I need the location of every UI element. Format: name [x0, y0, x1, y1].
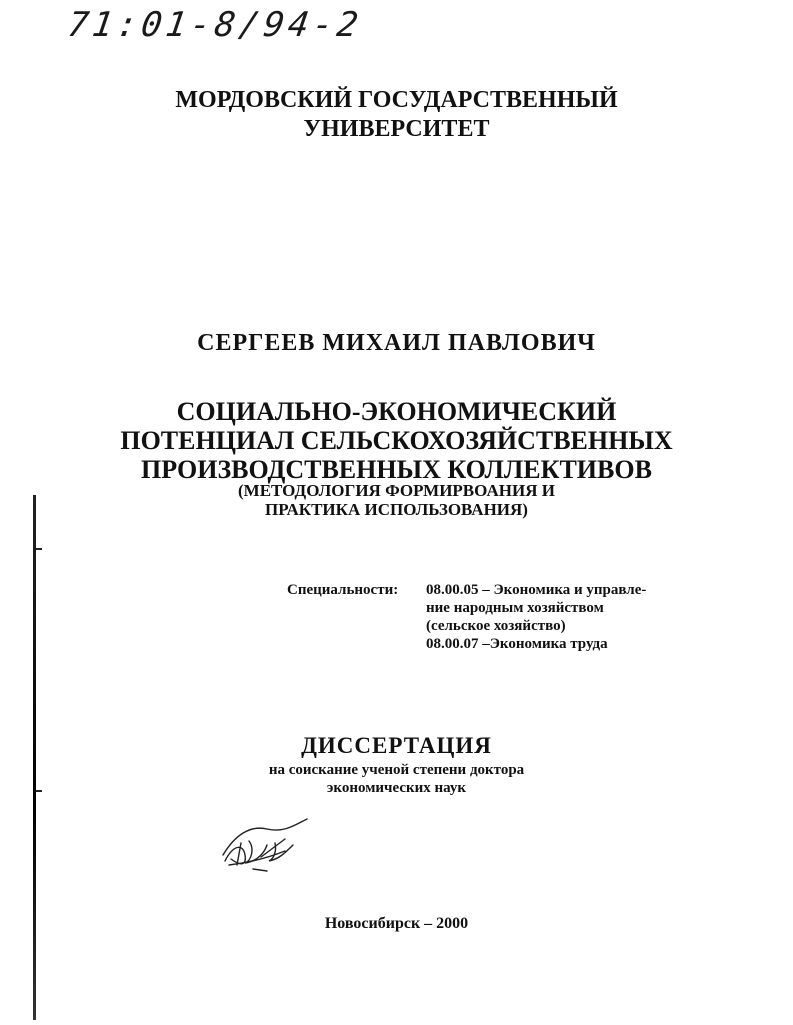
- document-type: ДИССЕРТАЦИЯ: [301, 733, 492, 758]
- degree-line-1: на соискание ученой степени доктора: [268, 762, 525, 778]
- degree-sought: [0, 761, 793, 797]
- subtitle-line-2: ПРАКТИКА ИСПОЛЬЗОВАНИЯ): [265, 500, 528, 519]
- specialty-line: ние народным хозяйством: [426, 600, 604, 616]
- university-name: [0, 86, 793, 144]
- topic-line-2: ПОТЕНЦИАЛ СЕЛЬСКОХОЗЯЙСТВЕННЫХ: [120, 426, 673, 455]
- handwritten-signature: [215, 815, 315, 875]
- degree-line-2: экономических наук: [326, 780, 467, 796]
- specialty-line: 08.00.05 – Экономика и управле-: [426, 582, 647, 598]
- topic-line-1: СОЦИАЛЬНО-ЭКОНОМИЧЕСКИЙ: [176, 397, 617, 426]
- university-line-2: УНИВЕРСИТЕТ: [303, 116, 490, 142]
- archive-code: 71:01-8/94-2: [65, 5, 365, 45]
- topic-line-3: ПРОИЗВОДСТВЕННЫХ КОЛЛЕКТИВОВ: [141, 455, 652, 484]
- scan-edge-mark: [36, 548, 42, 550]
- specialty-line: 08.00.07 –Экономика труда: [426, 636, 608, 652]
- city-year: Новосибирск – 2000: [324, 915, 469, 932]
- specialty-line: (сельское хозяйство): [426, 618, 566, 634]
- specialty-label: Специальности:: [287, 582, 399, 598]
- dissertation-topic: [0, 397, 793, 484]
- university-line-1: МОРДОВСКИЙ ГОСУДАРСТВЕННЫЙ: [175, 87, 618, 113]
- specialty-list: [426, 581, 646, 653]
- subtitle-line-1: (МЕТОДОЛОГИЯ ФОРМИРВОАНИЯ И: [238, 481, 555, 500]
- topic-subtitle: [0, 481, 793, 519]
- author-name: СЕРГЕЕВ МИХАИЛ ПАВЛОВИЧ: [197, 330, 596, 356]
